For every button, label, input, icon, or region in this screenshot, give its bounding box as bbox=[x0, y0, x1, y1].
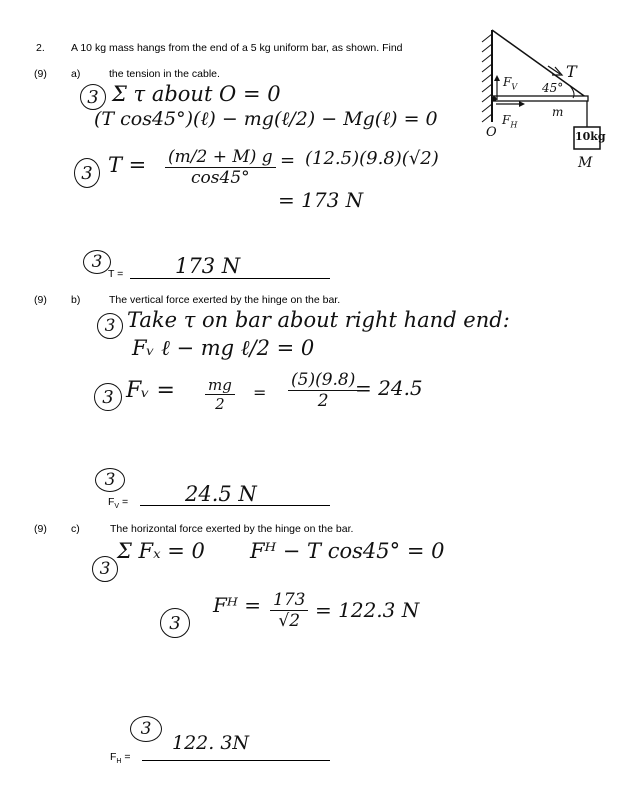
part-a-score-mark-1: 3 bbox=[80, 84, 106, 110]
part-b-fraction-1: $\frac{mg}{2}$ bbox=[205, 376, 235, 413]
part-c-answer-label: $F_H$ = bbox=[110, 751, 131, 766]
part-b-answer-label: $F_V$ = bbox=[108, 496, 129, 511]
part-c-answer-score: 3 bbox=[130, 716, 162, 742]
part-a-letter: a) bbox=[71, 68, 81, 80]
part-b-answer-value: 24.5 N bbox=[185, 482, 257, 506]
diagram-big-mass-label: M bbox=[578, 155, 593, 171]
part-b-fv-equals: Fᵥ = bbox=[126, 378, 175, 403]
problem-number: 2. bbox=[36, 42, 45, 54]
part-b-points: (9) bbox=[34, 294, 47, 306]
part-b-work-line-1: Take τ on bar about right hand end: bbox=[127, 308, 510, 332]
part-b-work-line-2: Fᵥ ℓ − mg ℓ/2 = 0 bbox=[132, 336, 315, 360]
part-a-t-equals: T = bbox=[108, 153, 147, 177]
part-c-work-line-1b: Fᴴ − T cos45° = 0 bbox=[250, 539, 445, 563]
part-a-result: = 173 N bbox=[278, 188, 364, 212]
diagram-fh-label: $F_H$ bbox=[502, 113, 518, 130]
part-c-fh-equals: Fᴴ = bbox=[213, 593, 261, 617]
diagram-drawing bbox=[470, 20, 630, 180]
part-a-answer-value: 173 N bbox=[175, 254, 241, 278]
diagram-tension-label: T bbox=[566, 62, 577, 81]
part-b-score-mark-2: 3 bbox=[94, 383, 122, 411]
physics-diagram bbox=[470, 20, 630, 180]
part-c-work-line-1: Σ Fₓ = 0 bbox=[117, 539, 205, 563]
part-a-expression: (12.5)(9.8)(√2) bbox=[305, 148, 439, 169]
part-b-letter: b) bbox=[71, 294, 81, 306]
part-c-points: (9) bbox=[34, 523, 47, 535]
diagram-angle-label: 45° bbox=[542, 81, 564, 95]
diagram-bar-mass-label: m bbox=[552, 105, 564, 119]
part-b-score-mark-1: 3 bbox=[97, 313, 123, 339]
part-c-result: = 122.3 N bbox=[315, 598, 420, 622]
part-c-letter: c) bbox=[71, 523, 80, 535]
part-a-answer-score: 3 bbox=[83, 250, 111, 274]
part-c-answer-value: 122. 3N bbox=[172, 732, 250, 754]
part-c-answer-line bbox=[142, 760, 330, 761]
part-a-points: (9) bbox=[34, 68, 47, 80]
part-b-result: = 24.5 bbox=[355, 376, 423, 400]
part-b-answer-score: 3 bbox=[95, 468, 125, 492]
part-a-fraction: $\frac{(m/2 + M) g}{\cos 45^\circ}$ bbox=[165, 147, 276, 188]
part-a-work-line-2: (T cos45°)(ℓ) − mg(ℓ/2) − Mg(ℓ) = 0 bbox=[94, 108, 438, 130]
part-a-equals: = bbox=[280, 150, 296, 171]
part-c-score-mark-1: 3 bbox=[92, 556, 118, 582]
diagram-mass-box-label: 10kg bbox=[575, 130, 606, 143]
part-a-work-line-1: Σ τ about O = 0 bbox=[112, 82, 281, 106]
diagram-origin-label: O bbox=[486, 125, 497, 140]
part-a-score-mark-2: 3 bbox=[74, 158, 100, 188]
part-a-question: the tension in the cable. bbox=[109, 68, 220, 80]
part-c-question: The horizontal force exerted by the hinge on the bar. bbox=[110, 523, 354, 535]
part-a-answer-label: T = bbox=[108, 268, 124, 280]
part-b-equals: = bbox=[253, 383, 267, 402]
part-c-score-mark-2: 3 bbox=[160, 608, 190, 638]
diagram-fv-label: $F_V$ bbox=[503, 75, 518, 92]
part-a-answer-line bbox=[130, 278, 330, 279]
part-b-question: The vertical force exerted by the hinge on the bar. bbox=[109, 294, 341, 306]
part-b-fraction-2: $\frac{(5)(9.8)}{2}$ bbox=[288, 370, 358, 411]
problem-statement: A 10 kg mass hangs from the end of a 5 kg uniform bar, as shown. Find bbox=[71, 42, 403, 54]
part-c-fraction: $\frac{173}{√2}$ bbox=[270, 590, 308, 631]
